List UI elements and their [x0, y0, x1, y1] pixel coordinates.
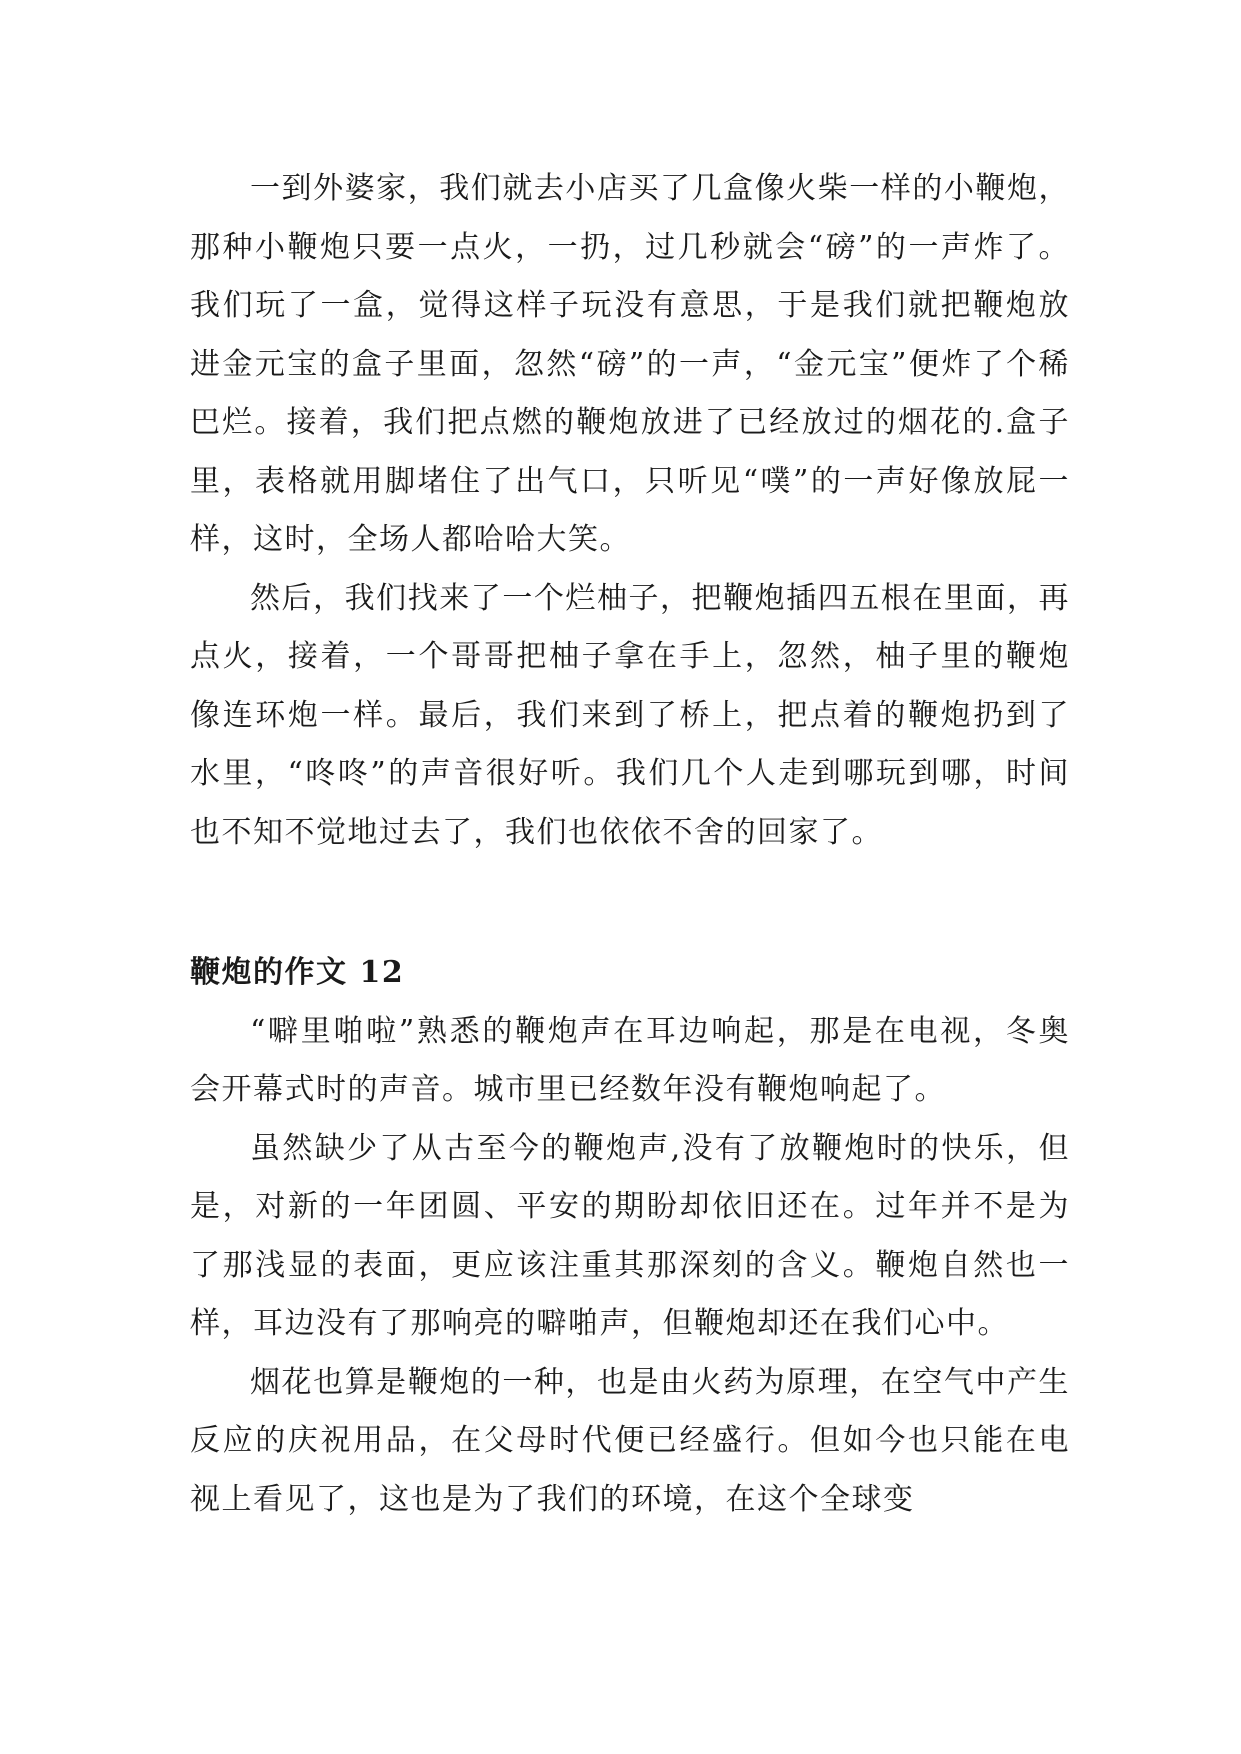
body-paragraph: 虽然缺少了从古至今的鞭炮声,没有了放鞭炮时的快乐，但是，对新的一年团圆、平安的期盼却依旧还在。过年并不是为了那浅显的表面，更应该注重其那深刻的含义。鞭炮自然也一样，耳边没有了那响亮的噼啪声，但鞭炮却还在我们心中。: [190, 1130, 1070, 1341]
document-body: [190, 160, 1070, 1529]
essay-section-previous: [190, 160, 1070, 862]
body-paragraph: 一到外婆家，我们就去小店买了几盒像火柴一样的小鞭炮，那种小鞭炮只要一点火，一扔，过几秒就会“磅”的一声炸了。我们玩了一盒，觉得这样子玩没有意思，于是我们就把鞭炮放进金元宝的盒子里面，忽然“磅”的一声，“金元宝”便炸了个稀巴烂。接着，我们把点燃的鞭炮放进了已经放过的烟花的.盒子里，表格就用脚堵住了出气口，只听见“噗”的一声好像放屁一样，这时，全场人都哈哈大笑。: [190, 171, 1070, 557]
body-paragraph: “噼里啪啦”熟悉的鞭炮声在耳边响起，那是在电视，冬奥会开幕式时的声音。城市里已经数年没有鞭炮响起了。: [190, 1013, 1070, 1107]
section-spacer: [190, 862, 1070, 944]
body-paragraph: 然后，我们找来了一个烂柚子，把鞭炮插四五根在里面，再点火，接着，一个哥哥把柚子拿在手上，忽然，柚子里的鞭炮像连环炮一样。最后，我们来到了桥上，把点着的鞭炮扔到了水里，“咚咚”的声音很好听。我们几个人走到哪玩到哪，时间也不知不觉地过去了，我们也依依不舍的回家了。: [190, 580, 1070, 850]
essay-heading: 鞭炮的作文 12: [190, 955, 405, 990]
essay-section-12: [190, 944, 1070, 1529]
body-paragraph: 烟花也算是鞭炮的一种，也是由火药为原理，在空气中产生反应的庆祝用品，在父母时代便已经盛行。但如今也只能在电视上看见了，这也是为了我们的环境，在这个全球变: [190, 1364, 1070, 1517]
